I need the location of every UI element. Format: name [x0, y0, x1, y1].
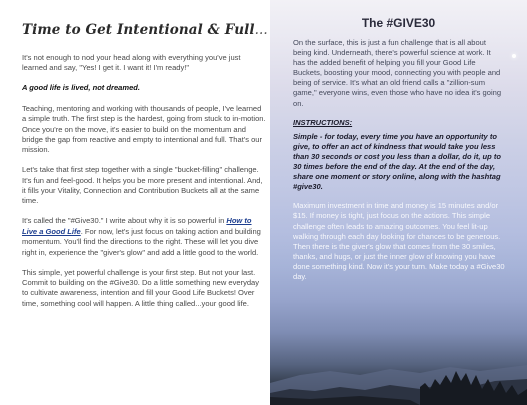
overview-paragraph: On the surface, this is just a fun challenge that is all about being kind. Underneath, there's powerful science at work. It has the added benefit of helping you fill your Good Life Buckets, boosting your mood, connecting you with people and being of service. It's what an old friend calls a "zillion-sum game," everyone wins, even those who have no idea it's going on. — [293, 38, 502, 108]
give30-paragraph — [22, 216, 266, 258]
left-body-text — [22, 53, 266, 319]
give30-text-before: It's called the "#Give30." I write about why it is so powerful in — [22, 216, 227, 226]
section-title: The #GIVE30 — [361, 16, 436, 30]
give30-text-after: . For now, let's just focus on taking action and building momentum. You'll find the directions to the right. These will let you dive right in, experience the "giver's glow" and add a little good to the world. — [22, 226, 261, 257]
book-link[interactable]: How to Live a Good Life — [22, 216, 252, 236]
key-statement: A good life is lived, not dreamed. — [22, 83, 140, 93]
page-title-text: Time to Get Intentional & Full — [22, 22, 255, 38]
challenge-paragraph: Let's take that first step together with a single "bucket-filling" challenge. It's fun and feel-good. It helps you be more present and intentional. And, it fills your Vitality, Connection and Contribution Buckets all at the same time. — [22, 165, 263, 206]
right-page — [270, 0, 527, 405]
instructions-heading: INSTRUCTIONS: — [293, 117, 353, 127]
closing-paragraph: This simple, yet powerful challenge is your first step. But not your last. Commit to building on the #Give30. Do a little something new everyday to cultivate awareness, intention and fill your Good Life Buckets! Over time, something cool will happen. A little thing called...your good life. — [22, 267, 260, 308]
investment-paragraph: Maximum investment in time and money is 15 minutes and/or $15. If money is tight, just focus on the actions. This simple challenge often leads to amazing outcomes. You feel lit-up walking through each day looking for chances to be generous. Then there is the giver's glow that comes from the 30 smiles, thanks, and hugs, or just the inner glow of knowing you have done something kind. Now it's your turn. Make today a #Give30 day. — [293, 201, 505, 281]
page-title-ellipsis: ... — [254, 22, 268, 38]
landscape-silhouette — [270, 345, 527, 405]
mission-paragraph: Teaching, mentoring and working with thousands of people, I've learned a simple truth. The first step is the hardest, going from stuck to in-motion. Once you're on the move, it's easier to build on the momentum and bridge the gap from reactive and empty to intentional and full. That's our mission. — [22, 103, 266, 155]
intro-paragraph: It's not enough to nod your head along with everything you've just learned and say, "Yes! I get it. I want it! I'm ready!" — [22, 53, 241, 73]
right-body-text — [293, 38, 505, 291]
moon-highlight — [512, 54, 516, 58]
instructions-text: Simple - for today, every time you have an opportunity to give, to offer an act of kindness that would take you less than 30 seconds or cost you less than a dollar, do it, up to 30 times before the end of the day. At the end of the day, share one moment or story online, along with the hashtag #give30. — [293, 131, 501, 192]
page-title — [22, 22, 268, 38]
